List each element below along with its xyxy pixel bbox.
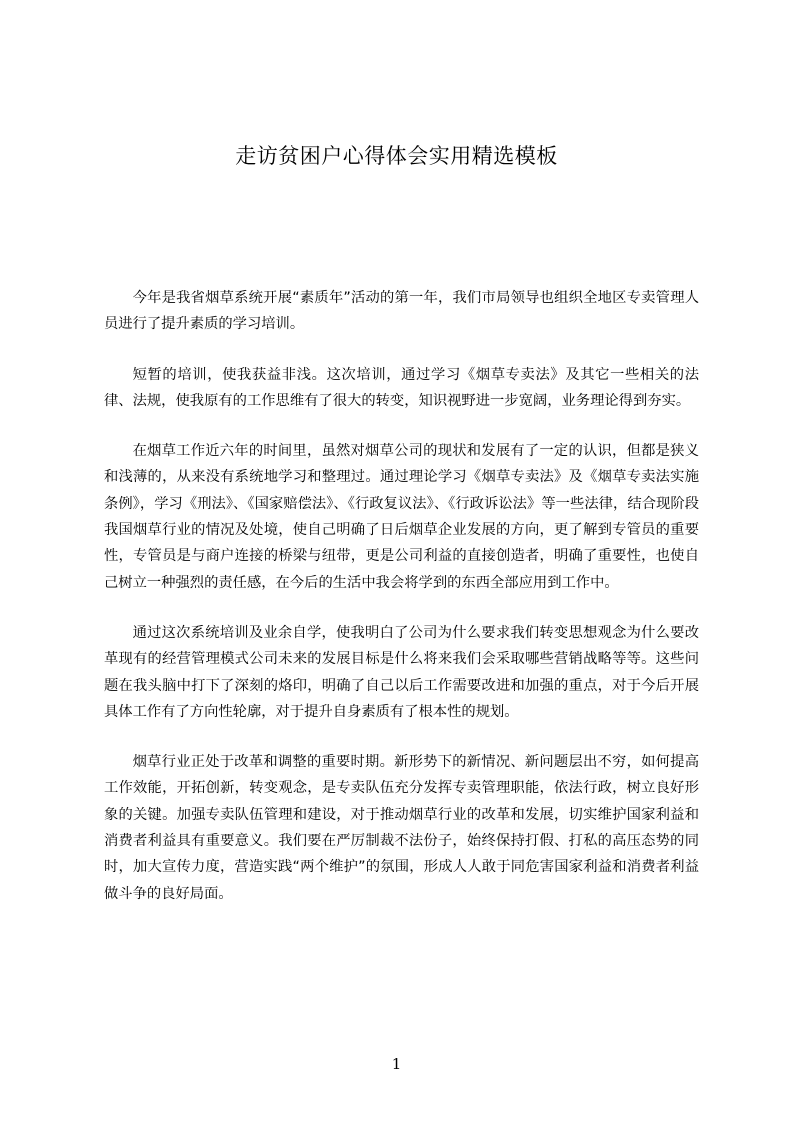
- document-title: 走访贫困户心得体会实用精选模板: [235, 144, 558, 168]
- document-body: [104, 285, 699, 931]
- paragraph-5: 烟草行业正处于改革和调整的重要时期。新形势下的新情况、新问题层出不穷，如何提高工作效能，开拓创新，转变观念，是专卖队伍充分发挥专卖管理职能，依法行政，树立良好形象的关键。加强专卖队伍管理和建设，对于推动烟草行业的改革和发展，切实维护国家利益和消费者利益具有重要意义。我们要在严厉制裁不法份子，始终保持打假、打私的高压态势的同时，加大宣传力度，营造实践“两个维护”的氛围，形成人人敢于同危害国家利益和消费者利益做斗争的良好局面。: [104, 754, 699, 902]
- paragraph-1: 今年是我省烟草系统开展“素质年”活动的第一年，我们市局领导也组织全地区专卖管理人员进行了提升素质的学习培训。: [104, 290, 699, 333]
- page-number: 1: [391, 1055, 402, 1073]
- paragraph-3: 在烟草工作近六年的时间里，虽然对烟草公司的现状和发展有了一定的认识，但都是狭义和浅薄的，从来没有系统地学习和整理过。通过理论学习《烟草专卖法》及《烟草专卖法实施条例》，学习《刑法》、《国家赔偿法》、《行政复议法》、《行政诉讼法》等一些法律，结合现阶段我国烟草行业的情况及处境，使自己明确了日后烟草企业发展的方向，更了解到专管员的重要性，专管员是与商户连接的桥梁与纽带，更是公司利益的直接创造者，明确了重要性，也使自己树立一种强烈的责任感，在今后的生活中我会将学到的东西全部应用到工作中。: [104, 443, 699, 591]
- paragraph-4: 通过这次系统培训及业余自学，使我明白了公司为什么要求我们转变思想观念为什么要改革现有的经营管理模式公司未来的发展目标是什么将来我们会采取哪些营销战略等等。这些问题在我头脑中打下了深刻的烙印，明确了自己以后工作需要改进和加强的重点，对于今后开展具体工作有了方向性轮廓，对于提升自身素质有了根本性的规划。: [104, 624, 699, 720]
- paragraph-2: 短暂的培训，使我获益非浅。这次培训，通过学习《烟草专卖法》及其它一些相关的法律、法规，使我原有的工作思维有了很大的转变，知识视野进一步宽阔，业务理论得到夯实。: [104, 366, 699, 409]
